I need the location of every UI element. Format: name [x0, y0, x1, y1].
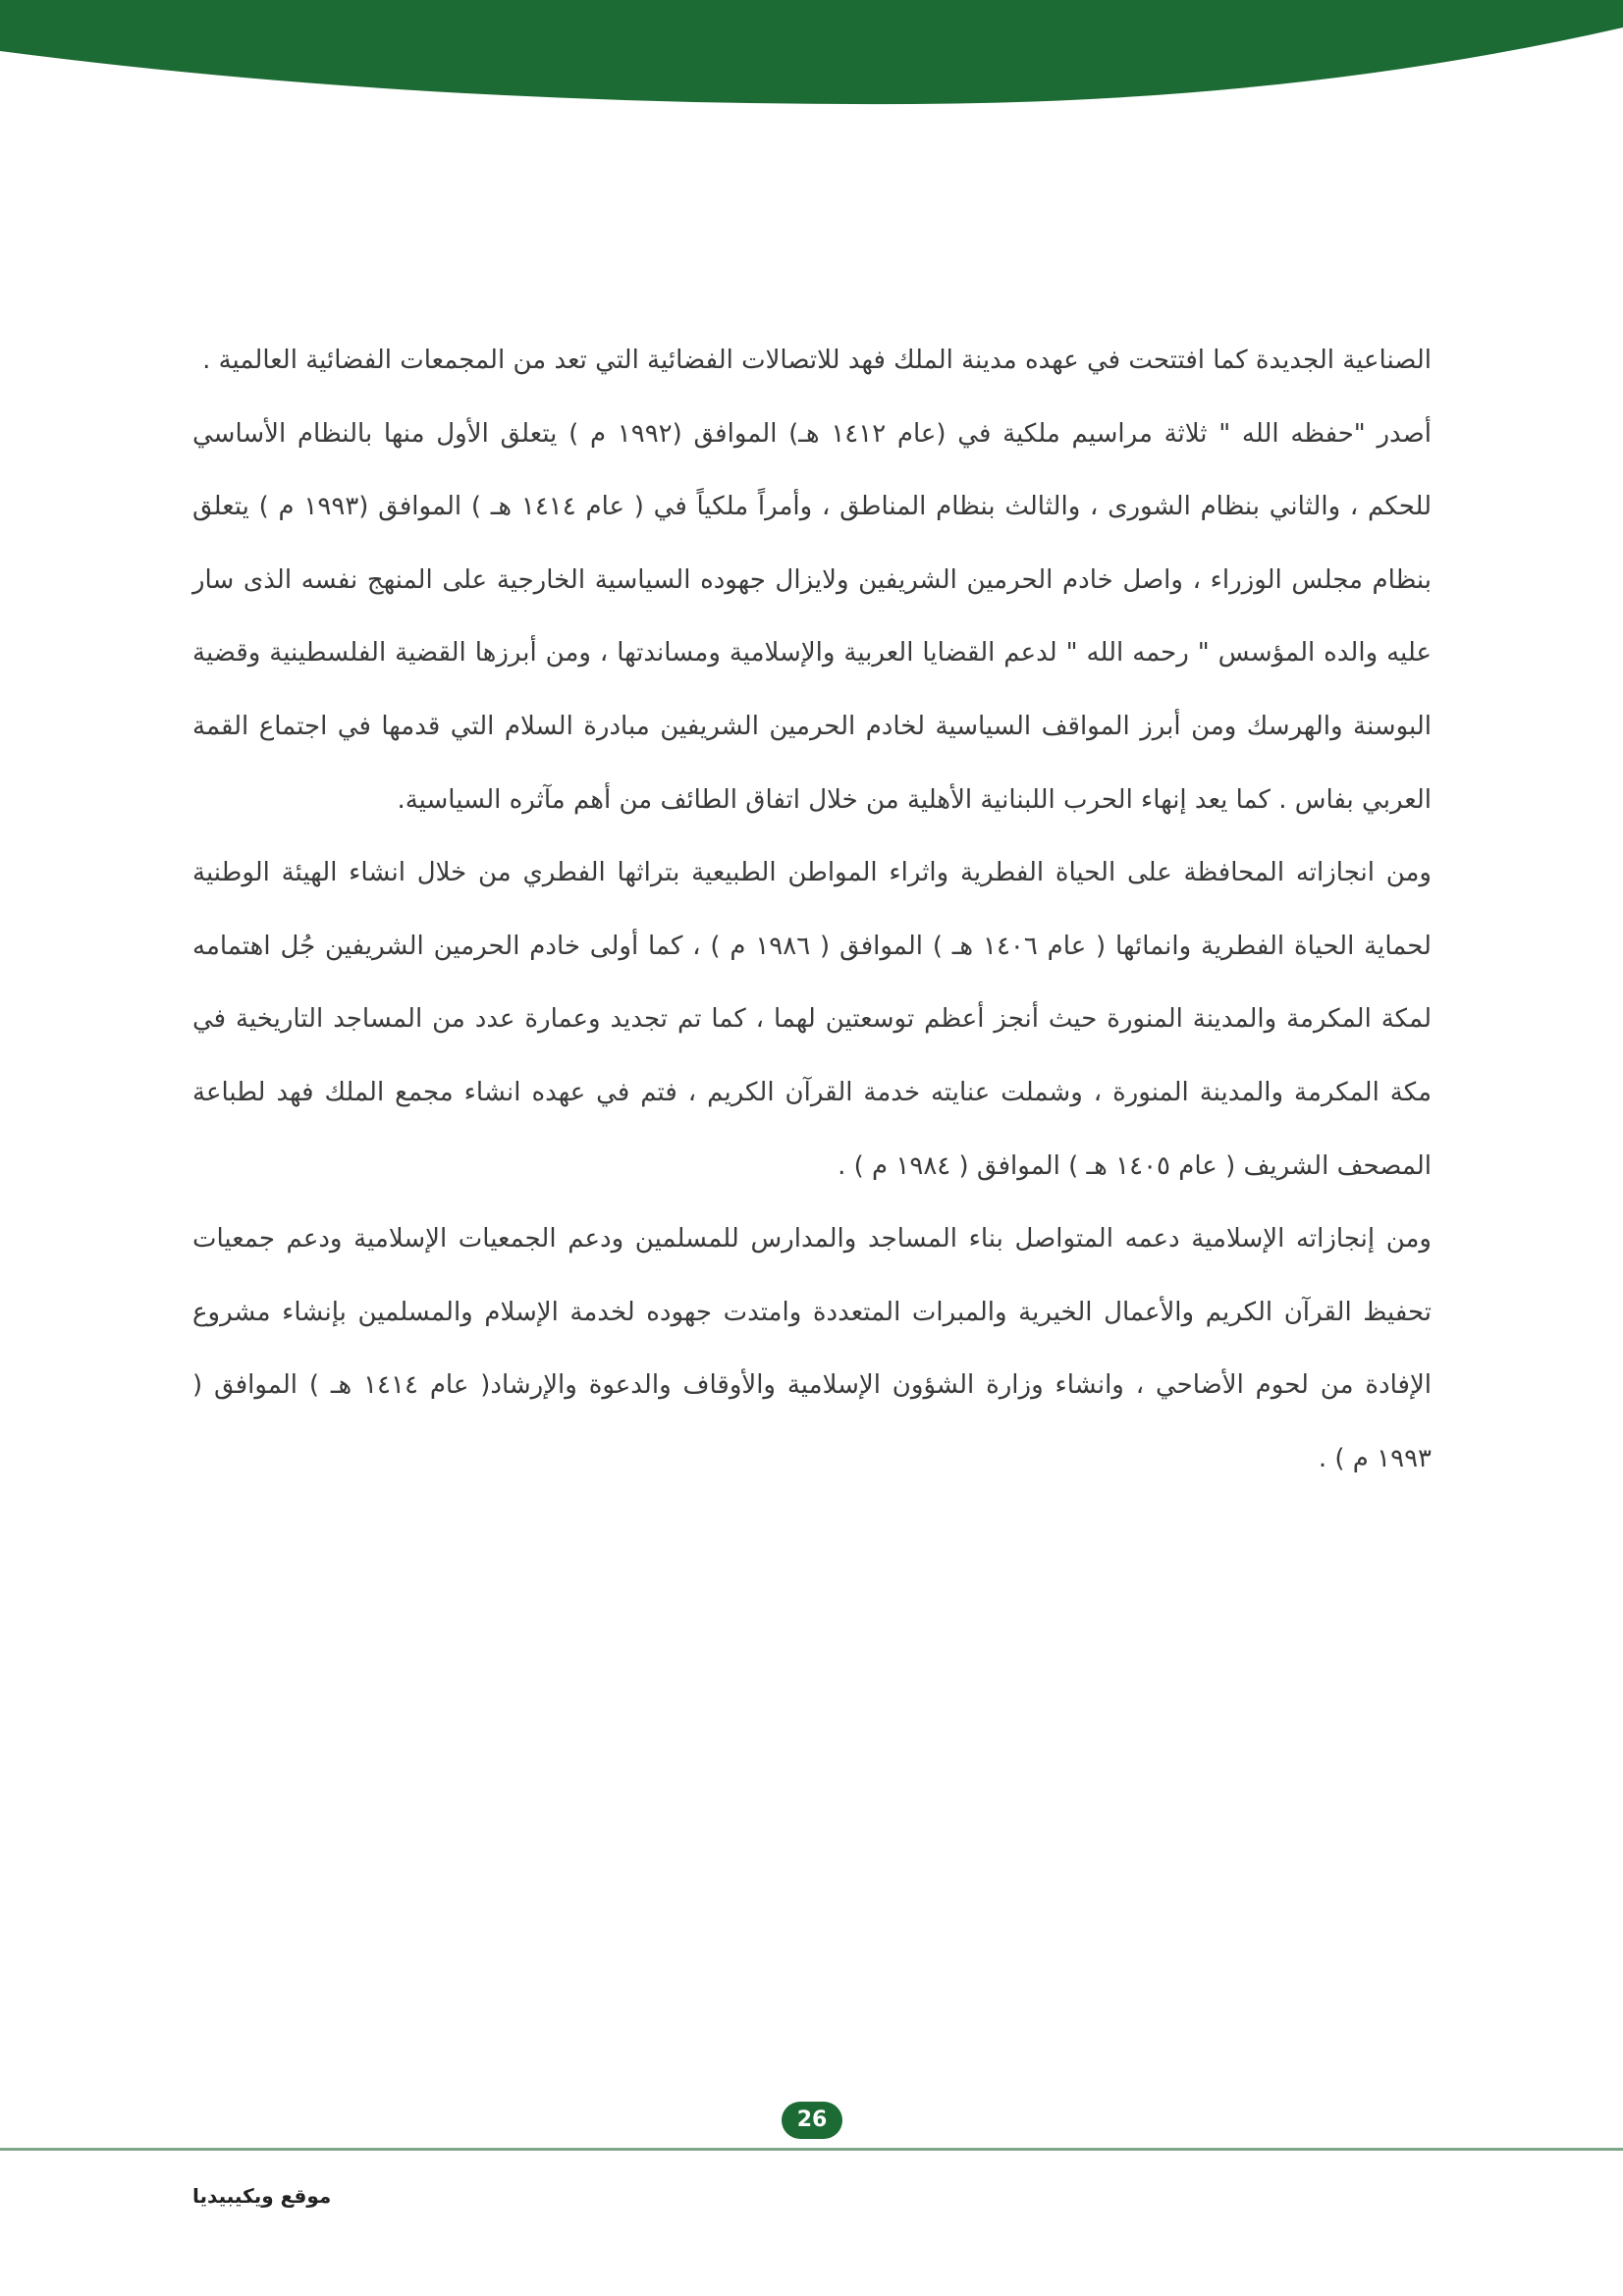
paragraph-1: الصناعية الجديدة كما افتتحت في عهده مدينة الملك فهد للاتصالات الفضائية التي تعد من المجمعات الفضائية العالمية . [202, 346, 1432, 375]
page-content [192, 324, 1432, 1496]
header-band [0, 0, 1623, 108]
paragraph-2: أصدر "حفظه الله " ثلاثة مراسيم ملكية في (عام ١٤١٢ هـ) الموافق (١٩٩٢ م ) يتعلق الأول منها بالنظام الأساسي للحكم ، والثاني بنظام الشورى ، والثالث بنظام المناطق ، وأمراً ملكياً في ( عام ١٤١٤ هـ ) الموافق (١٩٩٣ م ) يتعلق بنظام مجلس الوزراء ، واصل خادم الحرمين الشريفين ولايزال جهوده السياسية الخارجية على المنهج نفسه الذى سار عليه والده المؤسس " رحمه الله " لدعم القضايا العربية والإسلامية ومساندتها ، ومن أبرزها القضية الفلسطينية وقضية البوسنة والهرسك ومن أبرز المواقف السياسية لخادم الحرمين الشريفين مبادرة السلام التي قدمها في اجتماع القمة العربي بفاس . كما يعد إنهاء الحرب اللبنانية الأهلية من خلال اتفاق الطائف من أهم مآثره السياسية. [192, 418, 1433, 815]
page-number: 26 [796, 2108, 828, 2132]
paragraph-3: ومن انجازاته المحافظة على الحياة الفطرية واثراء المواطن الطبيعية بتراثها الفطري من خلال انشاء الهيئة الوطنية لحماية الحياة الفطرية وانمائها ( عام ١٤٠٦ هـ ) الموافق ( ١٩٨٦ م ) ، كما أولى خادم الحرمين الشريفين جُل اهتمامه لمكة المكرمة والمدينة المنورة حيث أنجز أعظم توسعتين لهما ، كما تم تجديد وعمارة عدد من المساجد التاريخية في مكة المكرمة والمدينة المنورة ، وشملت عنايته خدمة القرآن الكريم ، فتم في عهده انشاء مجمع الملك فهد لطباعة المصحف الشريف ( عام ١٤٠٥ هـ ) الموافق ( ١٩٨٤ م ) . [192, 858, 1432, 1181]
paragraph-4: ومن إنجازاته الإسلامية دعمه المتواصل بناء المساجد والمدارس للمسلمين ودعم الجمعيات الإسلامية ودعم جمعيات تحفيظ القرآن الكريم والأعمال الخيرية والمبرات المتعددة وامتدت جهوده لخدمة الإسلام والمسلمين بإنشاء مشروع الإفادة من لحوم الأضاحي ، وانشاء وزارة الشؤون الإسلامية والأوقاف والدعوة والإرشاد( عام ١٤١٤ هـ ) الموافق ( ١٩٩٣ م ) . [192, 1224, 1433, 1473]
page-number-badge [782, 2102, 842, 2139]
footer-source: موقع ويكيبيديا [192, 2184, 332, 2208]
footer-divider [0, 2148, 1623, 2151]
